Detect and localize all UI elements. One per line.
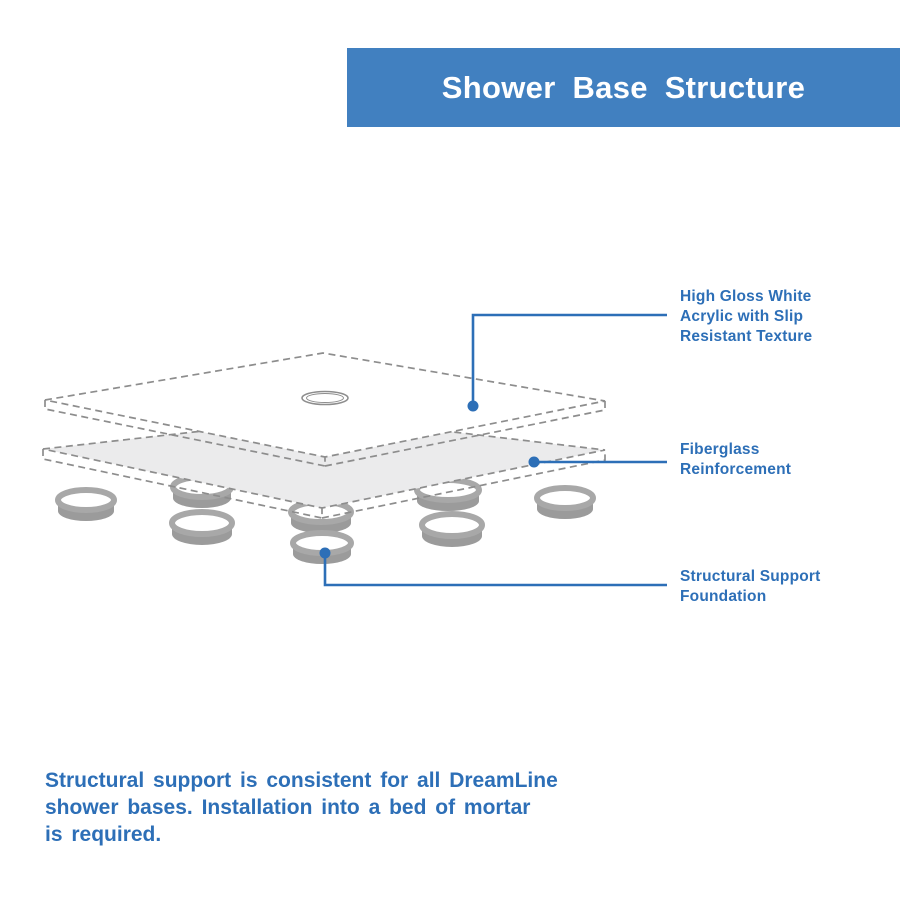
label-acrylic-line: Resistant Texture [680, 328, 813, 345]
footer-line: Structural support is consistent for all DreamLine [45, 769, 558, 792]
label-foundation-line: Structural Support [680, 568, 821, 585]
label-foundation [680, 567, 821, 607]
footer-line: is required. [45, 823, 162, 846]
support-ring [58, 490, 114, 521]
label-fiberglass [680, 440, 791, 480]
label-acrylic-line: High Gloss White [680, 288, 812, 305]
drain-hole [302, 392, 348, 405]
label-acrylic-line: Acrylic with Slip [680, 308, 804, 325]
page-title: Shower Base Structure [441, 69, 806, 105]
support-ring [422, 514, 482, 547]
label-fiberglass-line: Fiberglass [680, 441, 760, 458]
label-foundation-line: Foundation [680, 588, 767, 605]
footer-line: shower bases. Installation into a bed of mortar [45, 796, 531, 819]
support-ring [172, 512, 232, 545]
support-ring [537, 488, 593, 519]
label-fiberglass-line: Reinforcement [680, 461, 792, 478]
footer-note [45, 767, 558, 848]
leader-foundation [320, 548, 668, 586]
label-acrylic [680, 287, 812, 347]
